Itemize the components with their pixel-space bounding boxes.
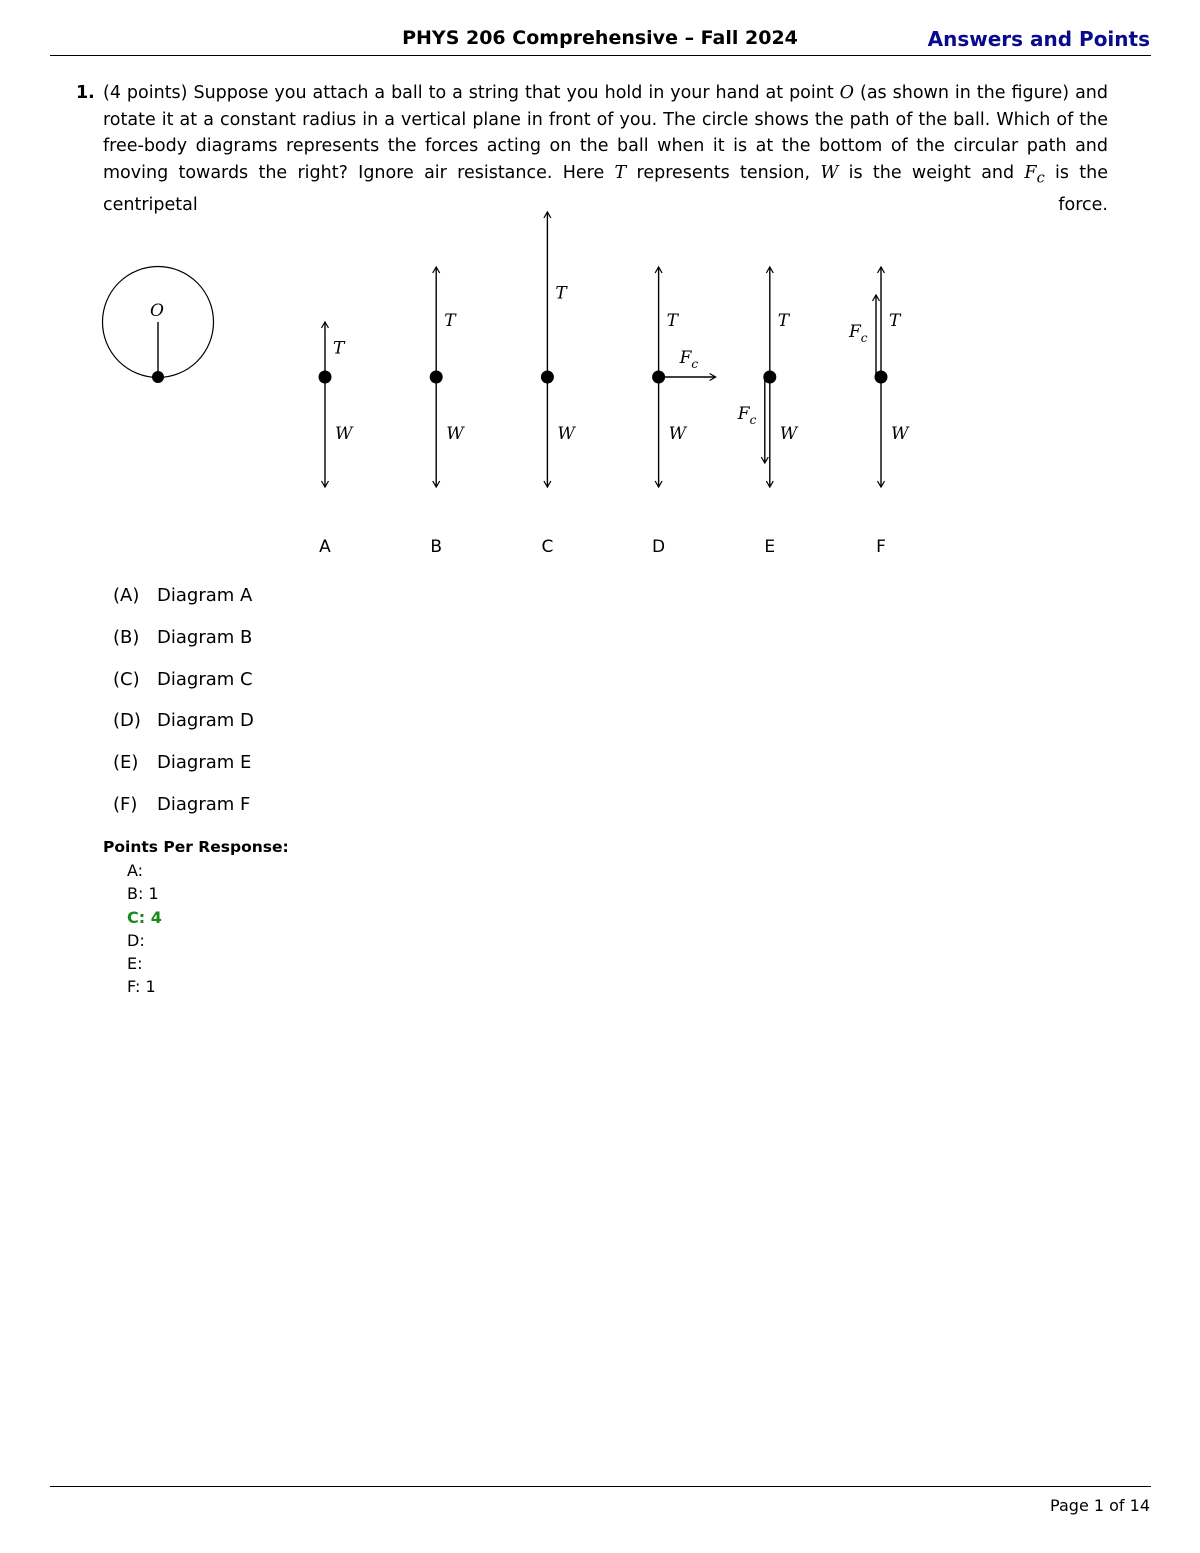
- free-body-figure: [0, 0, 1200, 580]
- header-title: PHYS 206 Comprehensive – Fall 2024: [402, 27, 798, 49]
- centripetal-arrow-e: [761, 377, 768, 463]
- diagram-label-f: F: [876, 537, 886, 557]
- ball-a: [319, 371, 332, 384]
- choice-text: Diagram F: [157, 793, 251, 815]
- page-number: Page 1 of 14: [1050, 1496, 1150, 1515]
- choice-a: [113, 585, 254, 627]
- weight-arrow-d: [655, 377, 662, 487]
- tension-label-e: T: [777, 311, 790, 331]
- weight-arrow-f: [878, 377, 885, 487]
- answer-choices: [113, 585, 254, 836]
- weight-label-c: W: [557, 424, 575, 444]
- tension-label-c: T: [555, 283, 567, 304]
- response-label: C:: [127, 907, 146, 927]
- weight-arrow-e: [766, 377, 773, 487]
- choice-text: Diagram C: [157, 668, 253, 690]
- choice-d: [113, 710, 254, 752]
- weight-label-f: W: [891, 424, 909, 444]
- weight-label-d: W: [668, 424, 687, 444]
- choice-f: [113, 794, 254, 836]
- choice-b: [113, 627, 254, 669]
- choice-text: Diagram B: [157, 626, 253, 648]
- choice-e: [113, 752, 254, 794]
- tension-arrow-d: [655, 267, 662, 377]
- point-o-label: O: [150, 301, 164, 321]
- choice-text: Diagram E: [157, 752, 252, 774]
- tension-arrow-a: [322, 322, 329, 377]
- weight-arrow-b: [433, 377, 440, 487]
- points-response-e: [127, 954, 162, 977]
- tension-arrow-f: [878, 267, 885, 377]
- points-per-response-title: Points Per Response:: [103, 838, 289, 856]
- ball-c: [541, 371, 554, 384]
- choice-label: (C): [113, 668, 140, 690]
- weight-label-b: W: [446, 424, 464, 444]
- points-response-d: [127, 931, 162, 954]
- response-label: B:: [127, 884, 144, 904]
- choice-label: (B): [113, 626, 140, 648]
- question-text: (4 points) Suppose you attach a ball to a string that you hold in your hand at point O (as shown in the figure) and rotate it at a constant radius in a vertical plane in front of you. The circle shows the path of the ball. Which of the free-body diagrams represents the forces acting on the ball when it is at the bottom of the circular path and moving towards the right? Ignore air resistance. Here T represents tension, W is the weight and $F_c$ is the centripetal force.: [103, 83, 1109, 215]
- diagram-label-e: E: [764, 537, 776, 557]
- choice-label: (A): [113, 585, 140, 606]
- ball: [152, 371, 164, 383]
- diagram-label-d: D: [652, 537, 666, 557]
- points-response-f: [127, 977, 162, 1000]
- centripetal-label-d: $F_c$: [679, 348, 699, 371]
- weight-arrow-c: [544, 377, 551, 487]
- diagram-label-c: C: [541, 537, 554, 557]
- centripetal-label-e: $F_c$: [737, 404, 757, 427]
- response-points: 4: [145, 907, 162, 927]
- weight-label-e: W: [779, 424, 798, 444]
- points-response-c: [127, 908, 162, 931]
- response-points: 1: [143, 884, 159, 904]
- ball-b: [430, 371, 443, 384]
- answers-and-points-label: Answers and Points: [927, 27, 1150, 51]
- tension-arrow-c: [544, 212, 551, 377]
- response-label: D:: [127, 930, 145, 950]
- choice-label: (D): [113, 710, 141, 732]
- centripetal-arrow-d: [659, 374, 716, 381]
- choice-text: Diagram A: [157, 585, 253, 606]
- diagram-label-b: B: [430, 537, 443, 557]
- tension-label-d: T: [666, 311, 678, 331]
- diagram-label-a: A: [319, 537, 331, 557]
- centripetal-arrow-f: [873, 295, 880, 377]
- tension-arrow-b: [433, 267, 440, 377]
- tension-label-b: T: [444, 311, 456, 331]
- weight-label-a: W: [335, 424, 353, 444]
- response-points: 1: [140, 977, 156, 997]
- footer-rule: [50, 1486, 1151, 1487]
- choice-label: (F): [113, 793, 138, 815]
- question-number: 1.: [76, 83, 95, 103]
- weight-arrow-a: [322, 377, 329, 487]
- points-response-a: [127, 861, 162, 884]
- choice-label: (E): [113, 752, 139, 774]
- choice-c: [113, 669, 254, 711]
- choice-text: Diagram D: [157, 710, 254, 732]
- response-label: E:: [127, 954, 143, 974]
- response-label: F:: [127, 977, 141, 997]
- response-label: A:: [127, 861, 144, 880]
- points-response-b: [127, 884, 162, 907]
- centripetal-label-f: $F_c$: [849, 322, 868, 345]
- points-per-response-list: [127, 861, 162, 1001]
- tension-label-a: T: [333, 338, 345, 359]
- tension-label-f: T: [889, 311, 901, 331]
- tension-arrow-e: [766, 267, 773, 377]
